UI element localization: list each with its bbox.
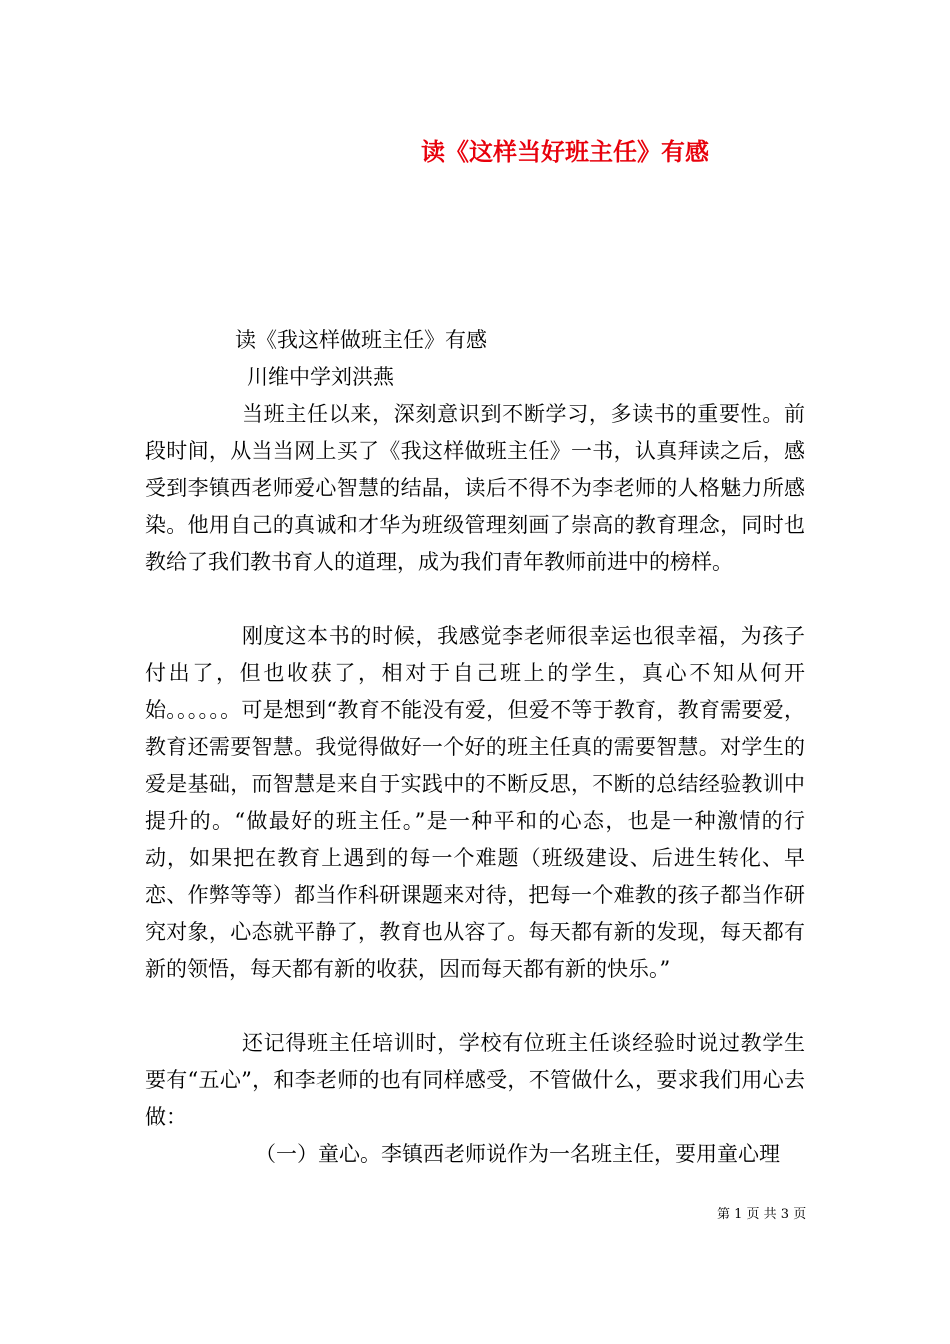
paragraph-2: 刚度这本书的时候，我感觉李老师很幸运也很幸福，为孩子付出了，但也收获了，相对于自己班上的学生，真心不知从何开始。。。。。。可是想到“教育不能没有爱，但爱不等于教育，教育需要爱，教育还需要智慧。我觉得做好一个好的班主任真的需要智慧。对学生的爱是基础，而智慧是来自于实践中的不断反思，不断的总结经验教训中提升的。“做最好的班主任。”是一种平和的心态，也是一种激情的行动，如果把在教育上遇到的每一个难题（班级建设、后进生转化、早恋、作弊等等）都当作科研课题来对待，把每一个难教的孩子都当作研究对象，心态就平静了，教育也从容了。每天都有新的发现，每天都有新的领悟，每天都有新的收获，因而每天都有新的快乐。” (145, 624, 805, 981)
paragraph-4: （一）童心。李镇西老师说作为一名班主任，要用童心理 (255, 1142, 780, 1166)
author-line: 川维中学刘洪燕 (247, 365, 394, 389)
paragraph-3: 还记得班主任培训时，学校有位班主任谈经验时说过教学生要有“五心”，和李老师的也有同样感受，不管做什么，要求我们用心去做： (145, 1031, 805, 1129)
paragraph-1: 当班主任以来，深刻意识到不断学习，多读书的重要性。前段时间，从当当网上买了《我这样做班主任》一书，认真拜读之后，感受到李镇西老师爱心智慧的结晶，读后不得不为李老师的人格魅力所感染。他用自己的真诚和才华为班级管理刻画了崇高的教育理念，同时也教给了我们教书育人的道理，成为我们青年教师前进中的榜样。 (145, 402, 805, 574)
page-footer: 第 1 页 共 3 页 (717, 1207, 807, 1222)
subtitle: 读《我这样做班主任》有感 (235, 328, 487, 352)
document-title: 读《这样当好班主任》有感 (421, 137, 709, 166)
